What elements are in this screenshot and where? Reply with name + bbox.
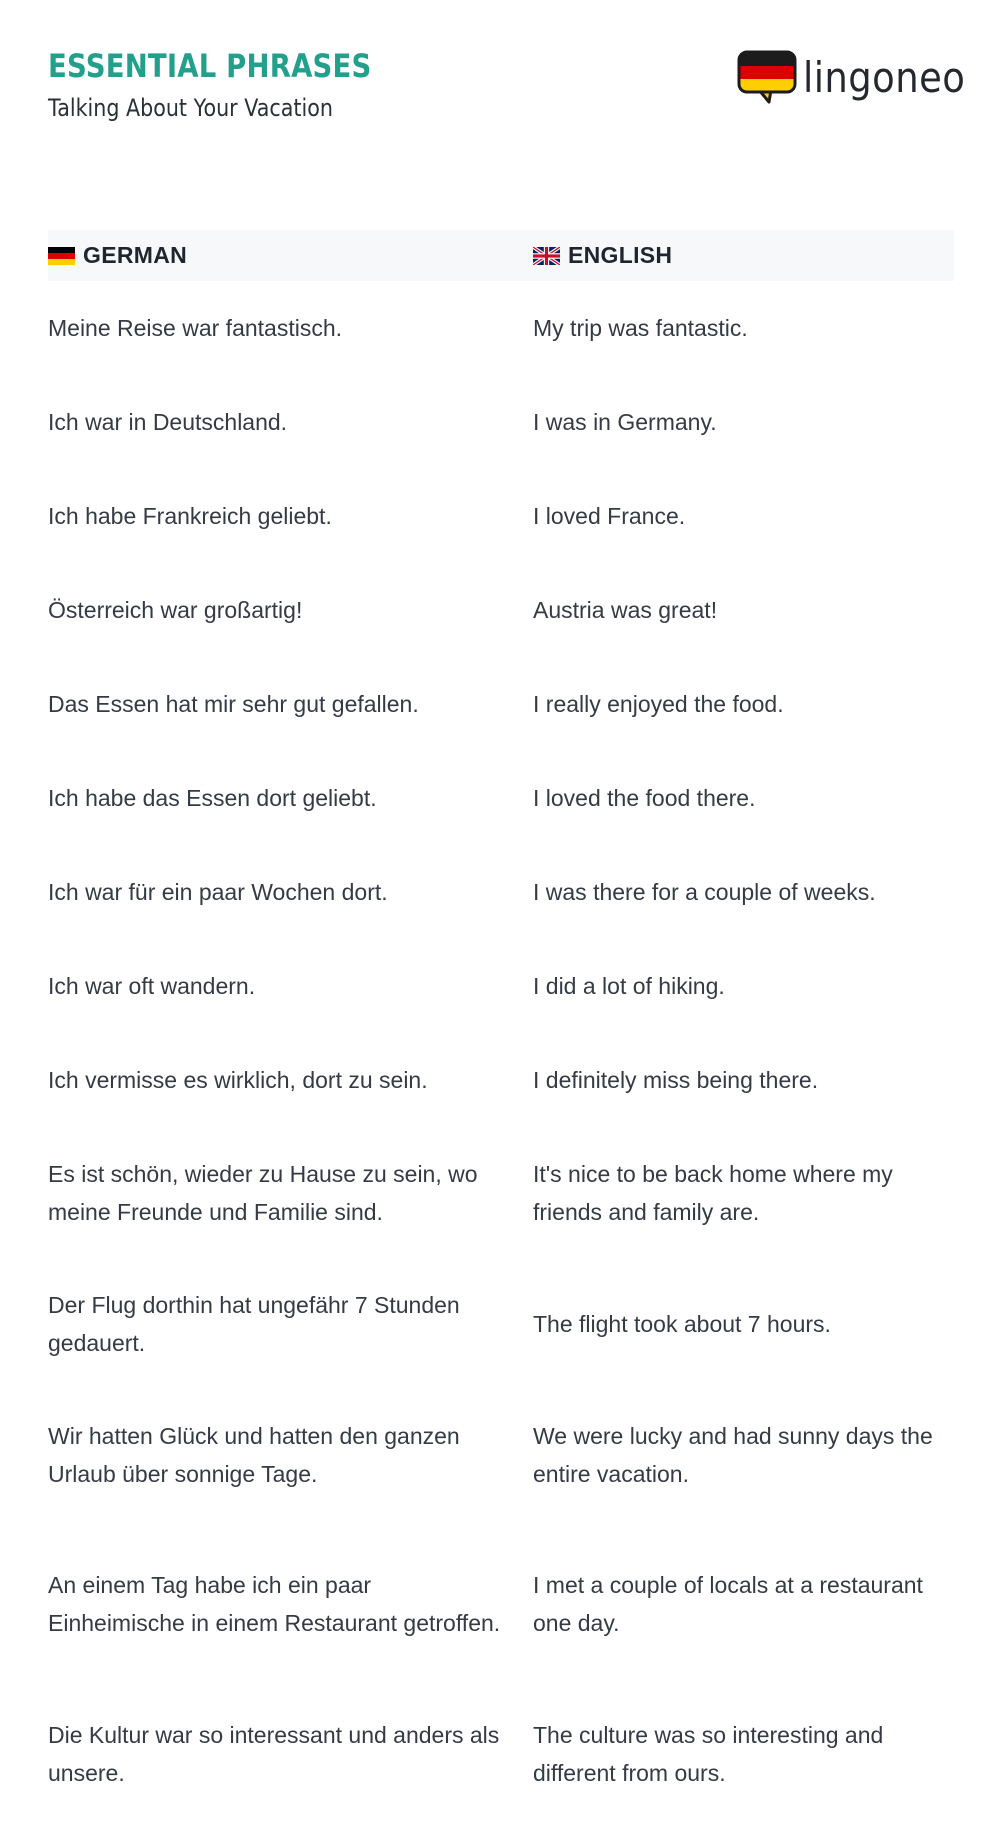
phrase-german: Meine Reise war fantastisch. [48, 315, 343, 341]
phrase-english: I loved the food there. [533, 785, 756, 811]
phrase-row [48, 657, 954, 751]
table-header [48, 230, 954, 281]
phrase-german: Der Flug dorthin hat ungefähr 7 Stunden gedauert. [48, 1291, 460, 1356]
phrase-german: Ich war oft wandern. [48, 973, 256, 999]
column-label-english: ENGLISH [568, 242, 673, 268]
phrase-row [48, 845, 954, 939]
page-subtitle: Talking About Your Vacation [48, 94, 333, 122]
phrase-english: Austria was great! [533, 597, 718, 623]
column-header-english [533, 242, 954, 269]
phrase-row [48, 939, 954, 1033]
phrase-row [48, 1258, 954, 1389]
lingoneo-logo [737, 50, 966, 106]
phrase-row [48, 1033, 954, 1127]
german-flag-speech-bubble-icon [737, 50, 799, 106]
phrase-german: Österreich war großartig! [48, 597, 303, 623]
phrase-english: I met a couple of locals at a restaurant one day. [533, 1572, 923, 1636]
logo-text: lingoneo [803, 53, 966, 102]
phrase-german: Es ist schön, wieder zu Hause zu sein, wo meine Freunde und Familie sind. [48, 1160, 478, 1225]
phrase-english: I loved France. [533, 503, 686, 529]
page-title: ESSENTIAL PHRASES [48, 47, 372, 85]
phrase-german: Wir hatten Glück und hatten den ganzen Urlaub über sonnige Tage. [48, 1422, 460, 1487]
phrase-english: I did a lot of hiking. [533, 973, 725, 999]
phrase-english: I really enjoyed the food. [533, 691, 784, 717]
phrase-english: The flight took about 7 hours. [533, 1310, 831, 1337]
phrase-english: We were lucky and had sunny days the entire vacation. [533, 1422, 933, 1487]
phrase-english: It's nice to be back home where my friends and family are. [533, 1160, 893, 1225]
phrase-row [48, 1520, 954, 1688]
phrase-german: Ich war in Deutschland. [48, 409, 288, 435]
phrase-row [48, 1127, 954, 1258]
phrase-row [48, 751, 954, 845]
phrase-row [48, 1389, 954, 1520]
phrase-english: The culture was so interesting and different from ours. [533, 1721, 884, 1786]
phrase-german: An einem Tag habe ich ein paar Einheimische in einem Restaurant getroffen. [48, 1572, 501, 1636]
phrase-english: My trip was fantastic. [533, 315, 748, 341]
phrase-english: I definitely miss being there. [533, 1067, 819, 1093]
phrase-german: Ich habe Frankreich geliebt. [48, 503, 332, 529]
german-flag-icon [48, 247, 75, 265]
phrase-german: Ich war für ein paar Wochen dort. [48, 879, 388, 905]
page-header [48, 46, 424, 124]
phrase-german: Ich vermisse es wirklich, dort zu sein. [48, 1067, 428, 1093]
phrase-german: Die Kultur war so interessant und anders als unsere. [48, 1721, 500, 1786]
phrase-row [48, 281, 954, 375]
column-label-german: GERMAN [83, 242, 188, 268]
uk-flag-icon [533, 247, 560, 265]
phrase-row [48, 375, 954, 469]
phrase-german: Ich habe das Essen dort geliebt. [48, 785, 377, 811]
phrase-english: I was there for a couple of weeks. [533, 879, 876, 905]
phrase-table [48, 230, 954, 1819]
phrase-row [48, 469, 954, 563]
column-header-german [48, 242, 533, 269]
phrase-row [48, 563, 954, 657]
phrase-row [48, 1688, 954, 1819]
phrase-german: Das Essen hat mir sehr gut gefallen. [48, 691, 419, 717]
phrase-english: I was in Germany. [533, 409, 717, 435]
